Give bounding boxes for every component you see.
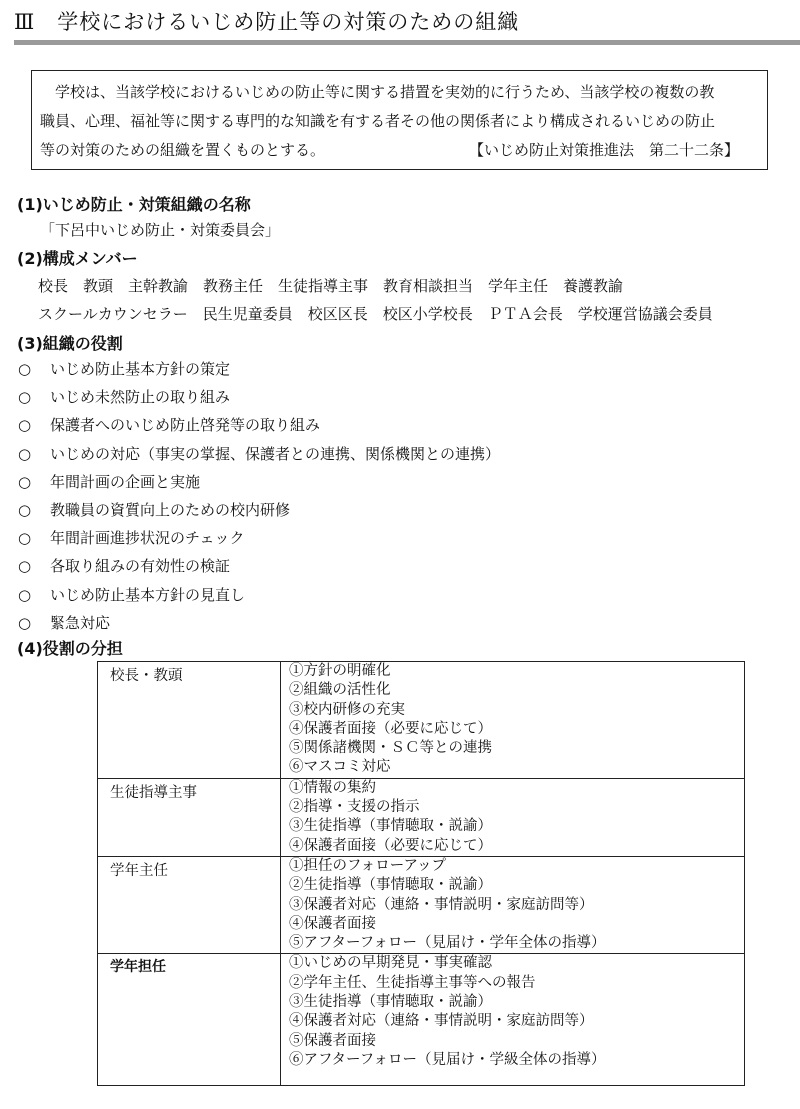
list-item	[18, 411, 500, 439]
duty-item: ②組織の活性化	[289, 682, 391, 699]
circle-bullet-icon: ○	[18, 444, 32, 463]
role-assignment-table	[97, 661, 745, 1086]
list-item	[18, 581, 500, 609]
duty-item: ②学年主任、生徒指導主事等への報告	[289, 974, 536, 991]
duty-item: ④保護者面接（必要に応じて）	[289, 720, 492, 737]
list-item-text: 各取り組みの有効性の検証	[50, 557, 231, 576]
list-item	[18, 496, 500, 524]
list-item-text: 年間計画進捗状況のチェック	[50, 529, 245, 548]
duty-item: ①方針の明確化	[289, 663, 391, 679]
duty-item: ⑥マスコミ対応	[289, 759, 391, 776]
law-excerpt-text: 等の対策のための組織を置くものとする。	[40, 141, 326, 159]
law-excerpt-line: 職員、心理、福祉等に関する専門的な知識を有する者その他の関係者により構成されるいじめの防止	[40, 112, 716, 130]
circle-bullet-icon: ○	[18, 416, 32, 435]
role-list	[18, 355, 500, 637]
table-row	[98, 954, 745, 1086]
role-name-cell: 校長・教頭	[98, 662, 281, 779]
duty-item: ⑤アフターフォロー（見届け・学年全体の指導）	[289, 935, 606, 952]
page-title: Ⅲ 学校におけるいじめ防止等の対策のための組織	[14, 10, 520, 34]
list-item-text: いじめ未然防止の取り組み	[50, 388, 231, 407]
duty-item: ①いじめの早期発見・事実確認	[289, 955, 492, 972]
duties-cell	[281, 662, 745, 779]
section-heading-organization-name: (1)いじめ防止・対策組織の名称	[17, 195, 251, 214]
role-name-cell: 生徒指導主事	[98, 778, 281, 856]
duty-item: ③保護者対応（連絡・事情説明・家庭訪問等）	[289, 896, 594, 913]
law-citation: 【いじめ防止対策推進法 第二十二条】	[468, 141, 739, 159]
duties-cell	[281, 954, 745, 1086]
duty-item: ④保護者面接（必要に応じて）	[289, 837, 492, 854]
duty-item: ②生徒指導（事情聴取・説諭）	[289, 877, 492, 894]
duty-item: ①担任のフォローアップ	[289, 857, 447, 874]
duty-item: ④保護者対応（連絡・事情説明・家庭訪問等）	[289, 1013, 594, 1030]
section-heading-members: (2)構成メンバー	[17, 249, 138, 268]
member-list-line-1: 校長 教頭 主幹教諭 教務主任 生徒指導主事 教育相談担当 学年主任 養護教諭	[38, 277, 624, 295]
list-item	[18, 355, 500, 383]
duty-item: ①情報の集約	[289, 779, 376, 796]
list-item	[18, 468, 500, 496]
law-excerpt-box	[31, 70, 768, 170]
list-item-text: 緊急対応	[50, 613, 111, 632]
circle-bullet-icon: ○	[18, 360, 32, 378]
circle-bullet-icon: ○	[18, 585, 32, 604]
title-divider	[14, 40, 800, 45]
list-item-text: いじめ防止基本方針の見直し	[50, 585, 246, 604]
role-name-cell: 学年担任	[98, 954, 281, 1086]
role-name-cell: 学年主任	[98, 856, 281, 953]
list-item	[18, 440, 500, 468]
circle-bullet-icon: ○	[18, 613, 32, 632]
duty-item: ⑥アフターフォロー（見届け・学級全体の指導）	[289, 1051, 606, 1068]
circle-bullet-icon: ○	[18, 472, 32, 491]
list-item	[18, 552, 500, 580]
circle-bullet-icon: ○	[18, 557, 32, 576]
duty-item: ③生徒指導（事情聴取・説諭）	[289, 994, 492, 1011]
list-item-text: 年間計画の企画と実施	[50, 472, 201, 491]
table-row	[98, 856, 745, 953]
list-item	[18, 383, 500, 411]
member-list-line-2: スクールカウンセラー 民生児童委員 校区区長 校区小学校長 ＰＴＡ会長 学校運営協議会委員	[38, 305, 713, 323]
list-item	[18, 524, 500, 552]
duty-item: ④保護者面接	[289, 915, 376, 932]
duties-cell	[281, 856, 745, 953]
duty-item: ⑤保護者面接	[289, 1032, 376, 1049]
circle-bullet-icon: ○	[18, 500, 32, 519]
section-heading-role-assignment: (4)役割の分担	[17, 639, 123, 658]
duty-item: ②指導・支援の指示	[289, 799, 420, 816]
table-row	[98, 662, 745, 779]
section-heading-roles: (3)組織の役割	[17, 334, 123, 353]
law-excerpt-line-final	[40, 136, 759, 165]
duty-item: ③生徒指導（事情聴取・説諭）	[289, 818, 492, 835]
duties-cell	[281, 778, 745, 856]
table-row	[98, 778, 745, 856]
list-item-text: いじめの対応（事実の掌握、保護者との連携、関係機関との連携）	[50, 444, 501, 463]
list-item-text: 教職員の資質向上のための校内研修	[50, 500, 291, 519]
list-item-text: いじめ防止基本方針の策定	[50, 360, 231, 378]
duty-item: ⑤関係諸機関・ＳＣ等との連携	[289, 740, 492, 757]
list-item	[18, 609, 500, 637]
circle-bullet-icon: ○	[18, 529, 32, 548]
circle-bullet-icon: ○	[18, 388, 32, 407]
organization-name: 「下呂中いじめ防止・対策委員会」	[40, 221, 281, 239]
law-excerpt-line: 学校は、当該学校におけるいじめの防止等に関する措置を実効的に行うため、当該学校の複数の教	[55, 83, 715, 101]
list-item-text: 保護者へのいじめ防止啓発等の取り組み	[50, 416, 321, 435]
duty-item: ③校内研修の充実	[289, 701, 405, 718]
